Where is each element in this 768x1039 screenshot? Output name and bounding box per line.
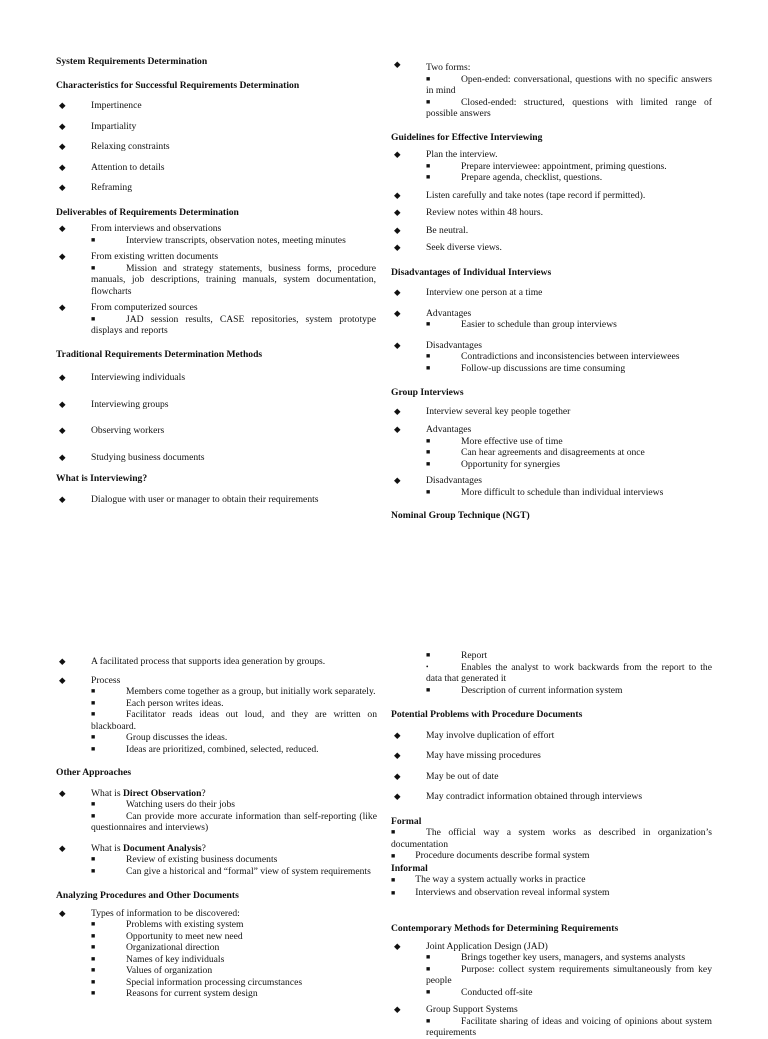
diamond-bullet-icon: ◆ [59, 842, 66, 853]
sub-list-item: ■ Interview transcripts, observation notes, meeting minutes [91, 234, 346, 246]
list-item: ◆ Review notes within 48 hours. [394, 207, 543, 218]
heading-group-interviews: Group Interviews [391, 387, 464, 398]
square-bullet-icon: ■ [426, 352, 431, 360]
sub-list-item: ■ Can give a historical and “formal” view of system requirements [91, 865, 371, 877]
diamond-bullet-icon: ◆ [394, 770, 401, 781]
heading-characteristics: Characteristics for Successful Requirements Determination [56, 79, 300, 91]
square-bullet-icon: ■ [91, 977, 96, 986]
square-bullet-icon: ■ [91, 710, 96, 718]
square-bullet-icon: ■ [91, 920, 96, 928]
sub-list-item: ■ The official way a system works as described in organization’s documentation [391, 827, 712, 850]
sub-list-item: ■ More difficult to schedule than individual interviews [426, 486, 664, 498]
heading-guidelines: Guidelines for Effective Interviewing [391, 131, 543, 143]
heading-formal: Formal [391, 815, 422, 827]
sub-list-item: ■ Special information processing circumstances [91, 976, 303, 988]
diamond-bullet-icon: ◆ [394, 207, 401, 217]
sub-list-item: ■ Prepare interviewee: appointment, priming questions. [426, 160, 667, 172]
square-bullet-icon: ■ [426, 436, 431, 445]
square-bullet-icon: ■ [426, 685, 431, 694]
list-item: ◆ Disadvantages [394, 339, 482, 351]
diamond-bullet-icon: ◆ [59, 251, 66, 261]
sub-list-item: ■ Easier to schedule than group interviews [426, 319, 617, 330]
sub-list-item: ■ Purpose: collect system requirements simultaneously from key people [426, 963, 712, 986]
list-item: ◆ Joint Application Design (JAD) [394, 940, 548, 952]
list-item: ◆ Seek diverse views. [394, 242, 502, 253]
heading-potential-problems: Potential Problems with Procedure Documents [391, 709, 583, 720]
small-diamond-bullet-icon: • [426, 662, 429, 671]
square-bullet-icon: ■ [426, 161, 431, 170]
list-item: ◆ From computerized sources [59, 302, 198, 313]
square-bullet-icon: ■ [426, 459, 431, 468]
list-item: ◆ Attention to details [59, 161, 165, 173]
square-bullet-icon: ■ [391, 888, 396, 897]
list-item: ◆ May involve duplication of effort [394, 729, 555, 741]
list-item: ◆ May have missing procedures [394, 750, 541, 761]
square-bullet-icon: ■ [426, 97, 431, 106]
heading-ngt: Nominal Group Technique (NGT) [391, 510, 530, 521]
square-bullet-icon: ■ [91, 989, 96, 997]
list-item: ◆ May contradict information obtained through interviews [394, 791, 643, 802]
sub-list-item: ■ Interviews and observation reveal informal system [391, 886, 610, 898]
diamond-bullet-icon: ◆ [59, 302, 66, 312]
heading-analyzing-procedures: Analyzing Procedures and Other Documents [56, 890, 239, 901]
square-bullet-icon: ■ [91, 698, 96, 707]
sub-list-item: ■ Review of existing business documents [91, 854, 278, 865]
square-bullet-icon: ■ [426, 74, 431, 83]
list-item: ◆ A facilitated process that supports idea generation by groups. [59, 656, 326, 667]
square-bullet-icon: ■ [91, 733, 96, 741]
diamond-bullet-icon: ◆ [394, 224, 401, 235]
diamond-bullet-icon: ◆ [59, 120, 66, 131]
sub-list-item: ■ Brings together key users, managers, and systems analysts [426, 952, 686, 963]
sub-list-item: ■ JAD session results, CASE repositories, system prototype displays and reports [91, 313, 376, 336]
right-top-column [391, 59, 712, 522]
diamond-bullet-icon: ◆ [59, 425, 66, 435]
diamond-bullet-icon: ◆ [59, 223, 66, 233]
list-item: ◆ From interviews and observations [59, 223, 222, 234]
diamond-bullet-icon: ◆ [59, 398, 66, 409]
square-bullet-icon: ■ [91, 314, 96, 323]
sub-list-item: ■ Report [426, 650, 488, 661]
diamond-bullet-icon: ◆ [59, 656, 66, 666]
right-bottom-column [391, 650, 712, 1039]
diamond-bullet-icon: ◆ [394, 940, 401, 951]
left-bottom-column [56, 656, 377, 1000]
diamond-bullet-icon: ◆ [59, 493, 66, 504]
sub-list-item: ■ Group discusses the ideas. [91, 732, 228, 743]
sub-list-item: ■ Contradictions and inconsistencies between interviewees [426, 351, 680, 362]
list-item: ◆ Be neutral. [394, 224, 469, 236]
square-bullet-icon: ■ [426, 987, 431, 996]
square-bullet-icon: ■ [426, 487, 431, 496]
sub-list-item: ■ Mission and strategy statements, business forms, procedure manuals, job descriptions, training manuals, system documentation, flowcharts [91, 262, 376, 297]
heading-other-approaches: Other Approaches [56, 767, 132, 778]
diamond-bullet-icon: ◆ [394, 750, 401, 760]
sub-list-item: ■ Ideas are prioritized, combined, selected, reduced. [91, 743, 319, 755]
list-item: ◆ Studying business documents [59, 451, 205, 463]
list-item: ◆ Dialogue with user or manager to obtain their requirements [59, 493, 319, 505]
square-bullet-icon: ■ [91, 235, 96, 244]
sub-list-item: ■ The way a system actually works in practice [391, 874, 586, 885]
diamond-bullet-icon: ◆ [59, 907, 66, 918]
list-item: ◆ What is Document Analysis? [59, 842, 206, 854]
sub-list-item: ■ Values of organization [91, 965, 213, 976]
square-bullet-icon: ■ [91, 954, 96, 963]
diamond-bullet-icon: ◆ [394, 307, 401, 318]
square-bullet-icon: ■ [426, 1016, 431, 1025]
sub-list-item: ■ Problems with existing system [91, 919, 244, 930]
list-item: ◆ Advantages [394, 424, 472, 435]
list-item: ◆ Impartiality [59, 120, 137, 132]
list-item: ◆ Interviewing groups [59, 398, 169, 410]
heading-disadvantages-individual: Disadvantages of Individual Interviews [391, 266, 552, 278]
sub-list-item: ■ Watching users do their jobs [91, 799, 236, 810]
heading-deliverables: Deliverables of Requirements Determination [56, 206, 239, 218]
list-item: ◆ From existing written documents [59, 251, 219, 262]
square-bullet-icon: ■ [426, 320, 431, 328]
square-bullet-icon: ■ [91, 811, 96, 820]
diamond-bullet-icon: ◆ [394, 729, 401, 740]
list-item: ◆ Impertinence [59, 100, 142, 111]
sub-list-item: ■ Opportunity to meet new need [91, 930, 243, 942]
square-bullet-icon: ■ [426, 651, 431, 659]
list-item: ◆ Disadvantages [394, 475, 482, 486]
sub-list-item: ■ Can provide more accurate information than self-reporting (like questionnaires and interviews) [91, 810, 377, 833]
square-bullet-icon: ■ [426, 964, 431, 973]
square-bullet-icon: ■ [426, 363, 431, 372]
list-item: ◆ Interview one person at a time [394, 287, 543, 298]
list-item: ◆ May be out of date [394, 770, 499, 782]
square-bullet-icon: ■ [91, 687, 96, 695]
sub-list-item: ■ Reasons for current system design [91, 988, 258, 999]
diamond-bullet-icon: ◆ [59, 100, 66, 110]
list-item: ◆ Reframing [59, 182, 133, 193]
sub-list-item: ■ Can hear agreements and disagreements at once [426, 447, 645, 458]
sub-list-item: ■ Opportunity for synergies [426, 458, 560, 470]
left-top-column [56, 56, 376, 505]
square-bullet-icon: ■ [426, 448, 431, 456]
sub-list-item: ■ Names of key individuals [91, 953, 225, 965]
square-bullet-icon: ■ [391, 828, 396, 836]
sub-list-item: • Enables the analyst to work backwards from the report to the data that generated it [426, 661, 712, 684]
heading-what-is-interviewing: What is Interviewing? [56, 473, 148, 484]
sub-list-item: ■ Conducted off-site [426, 986, 533, 998]
list-item: ◆ Plan the interview. [394, 149, 498, 160]
sub-list-item: ■ Organizational direction [91, 942, 220, 953]
sub-list-item: ■ Open-ended: conversational, questions with no specific answers in mind [426, 73, 712, 96]
sub-list-item: ■ Facilitator reads ideas out loud, and they are written on blackboard. [91, 709, 377, 732]
heading-contemporary-methods: Contemporary Methods for Determining Requirements [391, 923, 619, 934]
diamond-bullet-icon: ◆ [394, 189, 401, 200]
list-item: ◆ Types of information to be discovered: [59, 907, 240, 919]
diamond-bullet-icon: ◆ [394, 339, 401, 350]
diamond-bullet-icon: ◆ [59, 141, 66, 151]
diamond-bullet-icon: ◆ [59, 787, 66, 798]
diamond-bullet-icon: ◆ [59, 372, 66, 382]
list-item: ◆ What is Direct Observation? [59, 787, 206, 799]
square-bullet-icon: ■ [91, 263, 96, 272]
list-item: ◆ Process [59, 674, 121, 686]
sub-list-item: ■ Follow-up discussions are time consuming [426, 362, 626, 374]
diamond-bullet-icon: ◆ [394, 149, 401, 159]
diamond-bullet-icon: ◆ [394, 287, 401, 297]
diamond-bullet-icon: ◆ [394, 791, 401, 801]
diamond-bullet-icon: ◆ [394, 424, 401, 434]
diamond-bullet-icon: ◆ [394, 1004, 401, 1014]
list-item: ◆ Group Support Systems [394, 1004, 518, 1015]
heading-informal: Informal [391, 862, 428, 874]
square-bullet-icon: ■ [426, 953, 431, 961]
list-item: ◆ Listen carefully and take notes (tape record if permitted). [394, 189, 646, 201]
page-break-gap [0, 540, 768, 645]
heading-traditional-methods: Traditional Requirements Determination Methods [56, 348, 263, 360]
sub-list-item: ■ Description of current information system [426, 684, 623, 696]
square-bullet-icon: ■ [91, 866, 96, 875]
diamond-bullet-icon: ◆ [59, 161, 66, 172]
sub-list-item: ■ Closed-ended: structured, questions with limited range of possible answers [426, 96, 712, 119]
sub-list-item: ■ Each person writes ideas. [91, 697, 224, 709]
diamond-bullet-icon: ◆ [394, 475, 401, 485]
diamond-bullet-icon: ◆ [59, 182, 66, 192]
sub-list-item: ■ Members come together as a group, but initially work separately. [91, 686, 376, 697]
diamond-bullet-icon: ◆ [394, 59, 401, 69]
list-item: ◆ Relaxing constraints [59, 141, 170, 152]
diamond-bullet-icon: ◆ [394, 242, 401, 252]
square-bullet-icon: ■ [391, 852, 396, 860]
list-item: ◆ Interviewing individuals [59, 372, 186, 383]
sub-list-item: ■ More effective use of time [426, 435, 563, 447]
list-item: ◆ Advantages [394, 307, 472, 319]
list-item: ◆ Interview several key people together [394, 405, 571, 417]
diamond-bullet-icon: ◆ [59, 451, 66, 462]
square-bullet-icon: ■ [91, 855, 96, 863]
diamond-bullet-icon: ◆ [59, 674, 66, 685]
sub-list-item: ■ Facilitate sharing of ideas and voicing of opinions about system requirements [426, 1015, 712, 1038]
list-item: ◆ Observing workers [59, 425, 165, 436]
square-bullet-icon: ■ [91, 943, 96, 951]
sub-list-item: ■ Prepare agenda, checklist, questions. [426, 172, 603, 183]
square-bullet-icon: ■ [91, 966, 96, 974]
doc-title: System Requirements Determination [56, 56, 208, 67]
square-bullet-icon: ■ [91, 931, 96, 940]
square-bullet-icon: ■ [426, 173, 431, 181]
list-item: ◆ Two forms: [394, 59, 471, 73]
square-bullet-icon: ■ [391, 876, 396, 884]
square-bullet-icon: ■ [91, 800, 96, 808]
diamond-bullet-icon: ◆ [394, 405, 401, 416]
square-bullet-icon: ■ [91, 744, 96, 753]
sub-list-item: ■ Procedure documents describe formal system [391, 850, 590, 861]
